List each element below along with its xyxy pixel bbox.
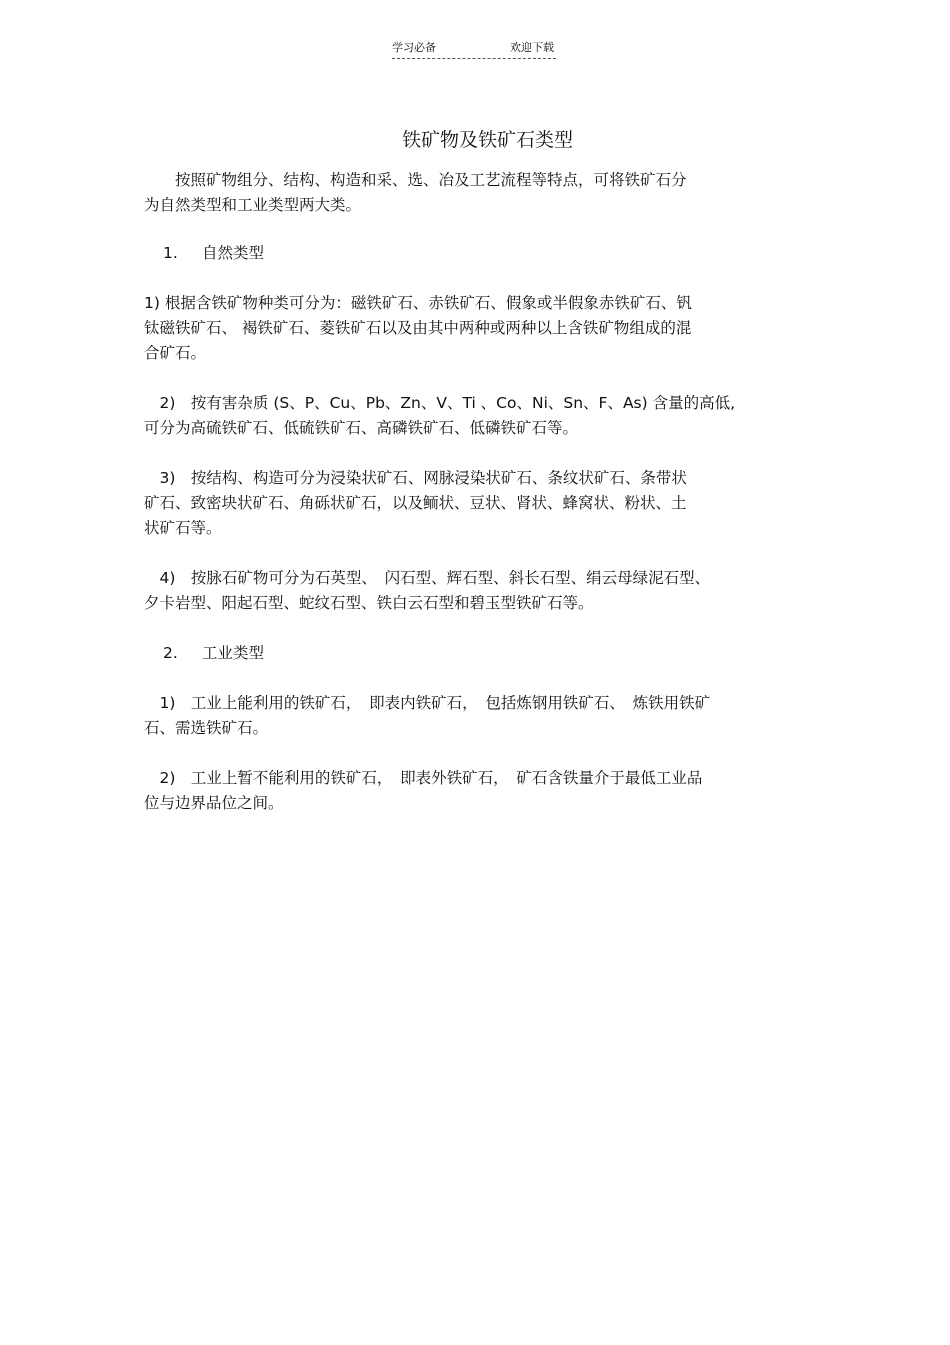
header-right-text: 欢迎下载 bbox=[510, 41, 554, 54]
paragraph-line: 石、需选铁矿石。 bbox=[144, 719, 269, 737]
natural-paragraph-2 bbox=[144, 391, 806, 441]
natural-paragraph-1 bbox=[144, 291, 806, 366]
section-heading-industrial bbox=[163, 641, 264, 666]
paragraph-line: 1) 根据含铁矿物种类可分为：磁铁矿石、赤铁矿石、假象或半假象赤铁矿石、钒 bbox=[144, 294, 692, 312]
paragraph-line: 位与边界品位之间。 bbox=[144, 794, 284, 812]
natural-paragraph-3 bbox=[144, 466, 806, 541]
paragraph-line: 夕卡岩型、阳起石型、蛇纹石型、铁白云石型和碧玉型铁矿石等。 bbox=[144, 594, 594, 612]
paragraph-line: 4) 按脉石矿物可分为石英型、 闪石型、辉石型、斜长石型、绢云母绿泥石型、 bbox=[144, 569, 711, 587]
intro-paragraph bbox=[144, 168, 806, 218]
natural-paragraph-4 bbox=[144, 566, 806, 616]
section-label: 工业类型 bbox=[202, 644, 265, 662]
paragraph-line: 2) 按有害杂质 (S、P、Cu、Pb、Zn、V、Ti 、Co、Ni、Sn、F、As) 含量的高低, bbox=[144, 394, 736, 412]
paragraph-line: 1) 工业上能利用的铁矿石， 即表内铁矿石， 包括炼钢用铁矿石、 炼铁用铁矿 bbox=[144, 694, 711, 712]
industrial-paragraph-1 bbox=[144, 691, 806, 741]
document-title: 铁矿物及铁矿石类型 bbox=[401, 129, 573, 151]
paragraph-line: 钛磁铁矿石、 褐铁矿石、菱铁矿石以及由其中两种或两种以上含铁矿物组成的混 bbox=[144, 319, 692, 337]
running-header bbox=[392, 40, 556, 59]
section-number: 2. bbox=[163, 644, 178, 662]
section-heading-natural bbox=[163, 241, 264, 266]
paragraph-line: 2) 工业上暂不能利用的铁矿石， 即表外铁矿石， 矿石含铁量介于最低工业品 bbox=[144, 769, 703, 787]
section-label: 自然类型 bbox=[202, 244, 265, 262]
section-number: 1. bbox=[163, 244, 178, 262]
paragraph-line: 矿石、致密块状矿石、角砾状矿石，以及鲕状、豆状、肾状、蜂窝状、粉状、土 bbox=[144, 494, 687, 512]
header-left-text: 学习必备 bbox=[392, 41, 436, 54]
paragraph-line: 可分为高硫铁矿石、低硫铁矿石、高磷铁矿石、低磷铁矿石等。 bbox=[144, 419, 579, 437]
paragraph-line: 按照矿物组分、结构、构造和采、选、冶及工艺流程等特点，可将铁矿石分 bbox=[144, 171, 687, 189]
industrial-paragraph-2 bbox=[144, 766, 806, 816]
paragraph-line: 状矿石等。 bbox=[144, 519, 222, 537]
paragraph-line: 合矿石。 bbox=[144, 344, 207, 362]
paragraph-line: 为自然类型和工业类型两大类。 bbox=[144, 196, 362, 214]
paragraph-line: 3) 按结构、构造可分为浸染状矿石、网脉浸染状矿石、条纹状矿石、条带状 bbox=[144, 469, 687, 487]
